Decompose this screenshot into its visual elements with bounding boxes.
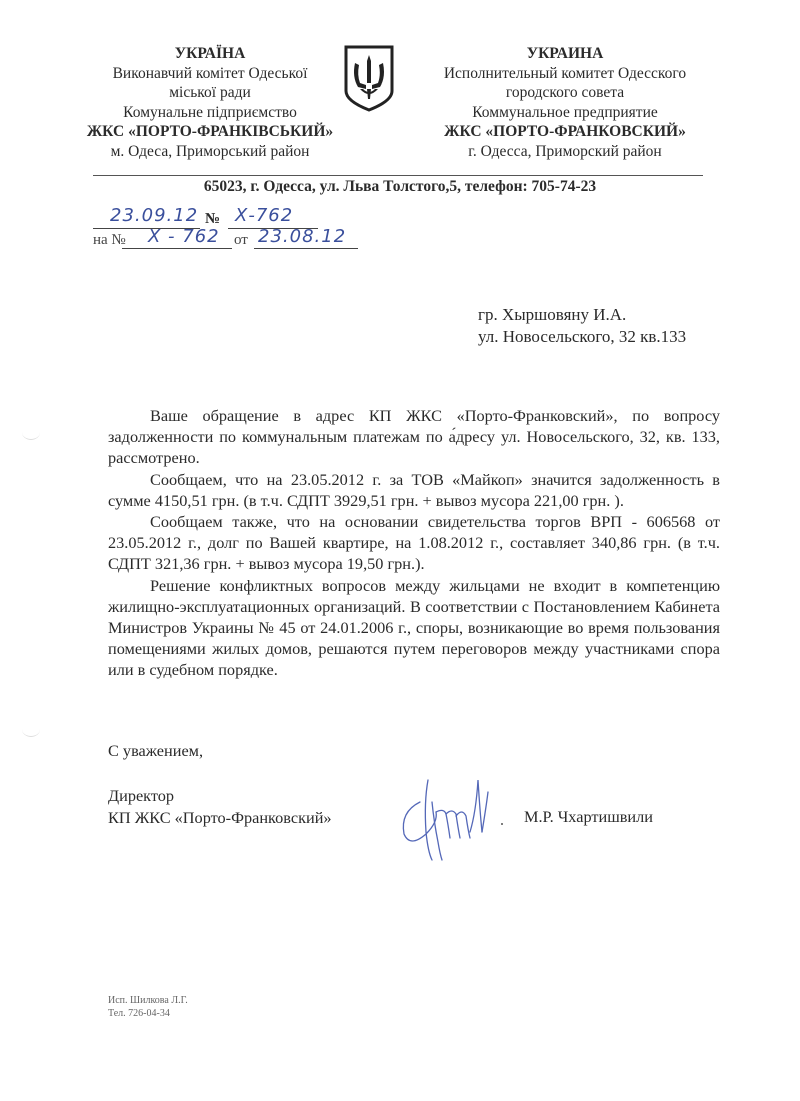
ref-number-underline (122, 248, 232, 249)
signatory-title-block (108, 785, 332, 828)
org-name-ua: ЖКС «ПОРТО-ФРАНКІВСЬКИЙ» (86, 123, 334, 140)
org-address-line: 65023, г. Одесса, ул. Льва Толстого,5, телефон: 705-74-23 (203, 178, 597, 195)
ref-date-underline (254, 248, 358, 249)
executor-phone: Тел. 726-04-34 (108, 1007, 170, 1019)
header-russian (405, 44, 725, 161)
outgoing-number: Х-762 (235, 205, 294, 226)
body-paragraph: Сообщаем также, что на основании свидетельства торгов ВРП - 606568 от 23.05.2012 г., долг по Вашей квартире, на 1.08.2012 г., составляет 340,86 грн. (в т.ч. СДПТ 321,36 грн. + вывоз мусора 19,50 грн.). (108, 512, 720, 574)
outgoing-date: 23.09.12 (110, 205, 199, 226)
city-ru: г. Одесса, Приморский район (468, 142, 662, 160)
org-name-ru: ЖКС «ПОРТО-ФРАНКОВСКИЙ» (444, 123, 686, 140)
signatory-position: Директор (108, 786, 175, 805)
signatory-name: М.Р. Чхартишвили (524, 807, 653, 826)
city-ua: м. Одеса, Приморський район (110, 142, 310, 160)
recipient-block (478, 304, 686, 348)
country-ua: УКРАЇНА (174, 45, 246, 62)
body-paragraph: Ваше обращение в адрес КП ЖКС «Порто-Франковский», по вопросу задолженности по коммунальным платежам по а́дресу ул. Новосельского, 32, кв. 133, рассмотрено. (108, 406, 720, 468)
punch-hole-mark (22, 425, 40, 440)
header-divider (93, 175, 703, 176)
handwritten-signature-icon (398, 772, 508, 864)
body-paragraph: Решение конфликтных вопросов между жильцами не входит в компетенцию жилищно-эксплуатационных организаций. В соответствии с Постановлением Кабинета Министров Украины № 45 от 24.01.2006 г., споры, возникающие во время пользования помещениями жилых домов, решаются путем переговоров между участниками спора или в судебном порядке. (108, 575, 720, 680)
executor-name: Исп. Шилкова Л.Г. (108, 995, 188, 1006)
committee-ua: Виконавчий комітет Одеської (112, 64, 308, 82)
signatory-org: КП ЖКС «Порто-Франковский» (108, 807, 332, 827)
trident-coat-of-arms-icon (340, 43, 398, 113)
council-ua: міської ради (169, 84, 251, 101)
body-paragraph: Сообщаем, что на 23.05.2012 г. за ТОВ «Майкоп» значится задолженность в сумме 4150,51 грн. (в т.ч. СДПТ 3929,51 грн. + вывоз мусора 221,00 грн. ). (108, 469, 720, 510)
recipient-name: гр. Хыршовяну И.А. (478, 305, 627, 324)
closing-phrase: С уважением, (108, 741, 204, 760)
executor-block (108, 995, 188, 1020)
country-ru: УКРАИНА (526, 45, 604, 62)
council-ru: городского совета (505, 84, 625, 101)
header-ukrainian (60, 44, 360, 161)
letter-body (108, 405, 720, 681)
punch-hole-mark (22, 722, 40, 737)
from-label: от (234, 232, 248, 248)
ref-date: 23.08.12 (258, 226, 347, 247)
enterprise-type-ru: Коммунальное предприятие (472, 103, 658, 121)
recipient-address: ул. Новосельского, 32 кв.133 (478, 327, 687, 346)
ref-number-label: на № (93, 232, 126, 248)
enterprise-type-ua: Комунальне підприємство (123, 103, 297, 121)
number-label: № (205, 211, 221, 227)
committee-ru: Исполнительный комитет Одесского (443, 64, 687, 82)
ref-number: Х - 762 (148, 226, 220, 247)
